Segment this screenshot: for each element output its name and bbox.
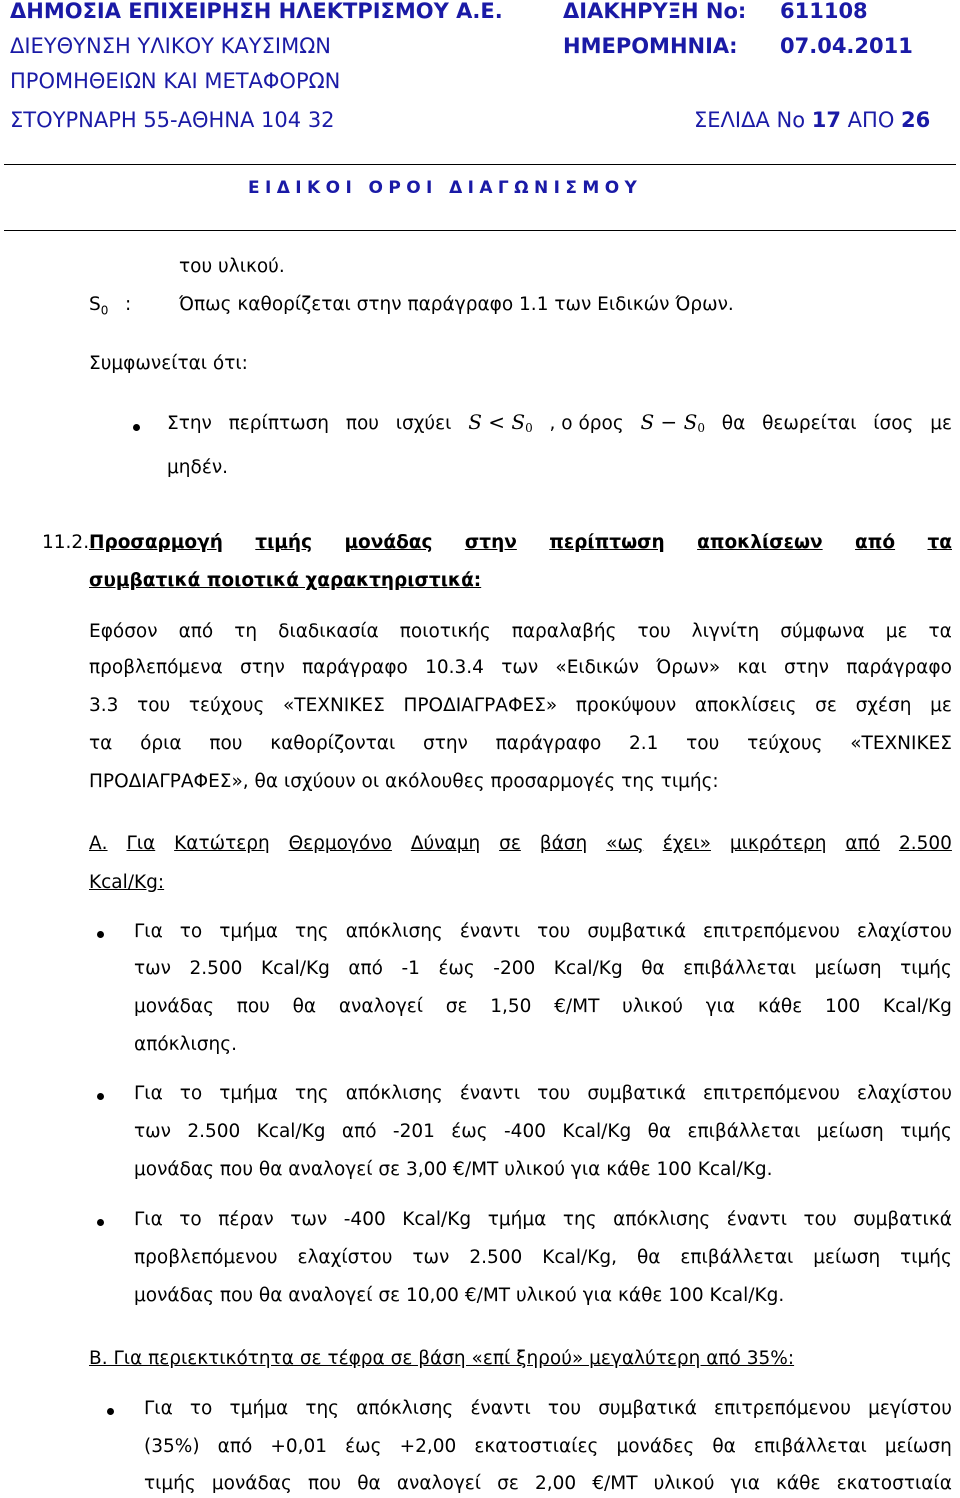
word: μείωση (813, 1247, 881, 1268)
bullet (97, 1093, 104, 1100)
word: επιβάλλεται (683, 958, 797, 979)
word: μεγίστου (868, 1398, 952, 1419)
word: μονάδας (344, 532, 433, 553)
word: διαδικασία (278, 621, 379, 642)
word: 2,00 (534, 1473, 577, 1494)
word: παράγραφο (302, 657, 408, 678)
word: έως (345, 1436, 382, 1457)
word: με (930, 695, 952, 716)
word: S < S (468, 410, 526, 434)
word: υλικού (653, 1473, 715, 1494)
word: Για (134, 1209, 163, 1230)
word: έως (451, 1121, 488, 1142)
word: Εφόσον (89, 621, 158, 642)
word: -1 (401, 958, 420, 979)
word: καθορίζονται (270, 733, 396, 754)
word: τα (89, 733, 113, 754)
word: €/ΜΤ (592, 1473, 638, 1494)
word: για (730, 1473, 760, 1494)
word: αποκλίσεις (694, 695, 797, 716)
word: της (294, 921, 329, 942)
agreed-text: Συμφωνείται ότι: (89, 353, 248, 374)
word: επιβάλλεται (687, 1121, 801, 1142)
word: θα (357, 1473, 381, 1494)
word: ΠΡΟΔΙΑΓΡΑΦΕΣ» (403, 695, 558, 716)
word: στην (422, 733, 468, 754)
bullet (97, 931, 104, 938)
word: για (705, 996, 736, 1017)
word: -400 (504, 1121, 546, 1142)
word: συμβατικά (587, 921, 687, 942)
page-number (694, 107, 930, 133)
tender-number: 611108 (780, 0, 868, 23)
word: στην (464, 532, 517, 553)
word: «ως (606, 833, 644, 854)
word: απόκλισης (356, 1398, 454, 1419)
word: αναλογεί (396, 1473, 482, 1494)
word: τα (927, 532, 952, 553)
word: +2,00 (399, 1436, 457, 1457)
bullet (97, 1219, 104, 1226)
word: παράγραφο (495, 733, 602, 754)
page-label: ΣΕΛΙΔΑ Νο (694, 108, 806, 132)
word: των (134, 958, 171, 979)
word: απόκλισης (613, 1209, 711, 1230)
word: ποιοτικής (399, 621, 491, 642)
word: θα (292, 996, 317, 1017)
word: ελαχίστου (297, 1247, 393, 1268)
word: μονάδες (616, 1436, 695, 1457)
word: μείωση (816, 1121, 884, 1142)
word: του (537, 1083, 571, 1104)
word: το (179, 1209, 202, 1230)
section-title: ΕΙΔΙΚΟΙ ΟΡΟΙ ΔΙΑΓΩΝΙΣΜΟΥ (248, 178, 643, 198)
word: «Ειδικών (555, 657, 639, 678)
word: σε (445, 996, 468, 1017)
bullet-line (134, 1083, 952, 1105)
page-total: 26 (901, 108, 931, 132)
word: που (209, 733, 243, 754)
paragraph-last-line: ΠΡΟΔΙΑΓΡΑΦΕΣ», θα ισχύουν οι ακόλουθες προσαρμογές της τιμής: (89, 771, 719, 792)
word: της (305, 1398, 340, 1419)
subscript: 0 (525, 421, 533, 435)
subsection-a-heading (89, 833, 952, 855)
paragraph-line (89, 733, 952, 755)
word: θα (712, 1436, 736, 1457)
word: τιμής (900, 1247, 952, 1268)
word: +0,01 (270, 1436, 328, 1457)
case-line-2: μηδέν. (167, 457, 229, 478)
word: επιτρεπόμενου (703, 921, 840, 942)
word: Για (126, 833, 156, 854)
bullet (107, 1408, 114, 1415)
s0-symbol: S (89, 294, 101, 315)
subsection-b-heading: Β. Για περιεκτικότητα σε τέφρα σε βάση «επί ξηρού» μεγαλύτερη από 35%: (89, 1348, 795, 1369)
word: συμβατικά (587, 1083, 687, 1104)
word: 10.3.4 (425, 657, 484, 678)
tender-label: ΔΙΑΚΗΡΥΞΗ Νο: (563, 0, 747, 23)
word: το (179, 1083, 203, 1104)
word: Προσαρμογή (89, 532, 223, 553)
word: του (547, 1398, 582, 1419)
word: επιβάλλεται (753, 1436, 867, 1457)
bullet-last-line: μονάδας που θα αναλογεί σε 3,00 €/ΜΤ υλικού για κάθε 100 Kcal/Kg. (134, 1159, 773, 1180)
case-word: με (930, 413, 952, 434)
case-word: θεωρείται (762, 413, 857, 434)
case-word: ίσος (873, 413, 914, 434)
bullet (133, 424, 140, 431)
word: τη (234, 621, 258, 642)
math-s-minus-s0 (640, 411, 705, 439)
word: έχει» (662, 833, 711, 854)
word: εκατοστιαία (836, 1473, 952, 1494)
s0-colon: : (125, 294, 132, 315)
header-rule-bottom (4, 230, 956, 231)
paragraph-line (89, 695, 952, 717)
word: παράγραφο (846, 657, 952, 678)
word: -200 (493, 958, 536, 979)
subsection-a-heading-line-2: Kcal/Kg: (89, 872, 165, 893)
word: S − S (640, 410, 698, 434)
word: «ΤΕΧΝΙΚΕΣ (850, 733, 952, 754)
word: στην (784, 657, 829, 678)
bullet-line (144, 1436, 952, 1458)
word: Kcal/Kg (402, 1209, 472, 1230)
word: Θερμογόνο (288, 833, 392, 854)
word: συμβατικά (853, 1209, 952, 1230)
word: από (217, 1436, 253, 1457)
section-number: 11.2. (42, 532, 90, 553)
bullet-line (134, 996, 952, 1018)
bullet-last-line: απόκλισης. (134, 1034, 237, 1055)
word: της (294, 1083, 329, 1104)
s0-term (89, 294, 108, 322)
department: ΔΙΕΥΘΥΝΣΗ ΥΛΙΚΟΥ ΚΑΥΣΙΜΩΝ (10, 34, 331, 58)
word: επιτρεπόμενου (714, 1398, 851, 1419)
case-line (167, 411, 952, 439)
word: ελαχίστου (856, 921, 952, 942)
word: σχέση (855, 695, 912, 716)
word: το (179, 921, 203, 942)
word: υλικού (622, 996, 683, 1017)
s0-definition: Όπως καθορίζεται στην παράγραφο 1.1 των Ειδικών Όρων. (179, 294, 734, 315)
word: «ΤΕΧΝΙΚΕΣ (282, 695, 385, 716)
word: Kcal/Kg (256, 1121, 326, 1142)
word: τμήμα (487, 1209, 547, 1230)
paragraph-line (89, 657, 952, 679)
word: Α. (89, 833, 108, 854)
word: το (189, 1398, 213, 1419)
paragraph-line (89, 621, 952, 643)
word: προβλεπόμενου (134, 1247, 278, 1268)
word: με (885, 621, 908, 642)
word: Kcal/Kg (562, 1121, 632, 1142)
word: παραλαβής (511, 621, 617, 642)
bullet-line (134, 921, 952, 943)
word: επιβάλλεται (680, 1247, 794, 1268)
word: σύμφωνα (780, 621, 865, 642)
word: των (412, 1247, 450, 1268)
case-mid: , ο όρος (549, 413, 624, 434)
word: τιμής (255, 532, 313, 553)
word: 1,50 (490, 996, 532, 1017)
case-word: που (345, 413, 379, 434)
word: εκατοστιαίες (474, 1436, 599, 1457)
word: Kcal/Kg (260, 958, 330, 979)
subdepartment: ΠΡΟΜΗΘΕΙΩΝ ΚΑΙ ΜΕΤΑΦΟΡΩΝ (10, 69, 341, 93)
word: τιμής (144, 1473, 196, 1494)
word: έως (438, 958, 475, 979)
bullet-last-line: μονάδας που θα αναλογεί σε 10,00 €/ΜΤ υλικού για κάθε 100 Kcal/Kg. (134, 1285, 785, 1306)
word: έναντι (459, 1083, 521, 1104)
word: αποκλίσεων (697, 532, 823, 553)
continued-text: του υλικού. (179, 256, 285, 277)
word: των (501, 657, 539, 678)
word: μονάδας (211, 1473, 292, 1494)
word: 3.3 (89, 695, 119, 716)
word: (35%) (144, 1436, 200, 1457)
address: ΣΤΟΥΡΝΑΡΗ 55-ΑΘΗΝΑ 104 32 (10, 108, 335, 132)
word: €/ΜΤ (554, 996, 600, 1017)
word: Kcal/Kg (882, 996, 952, 1017)
word: λιγνίτη (691, 621, 760, 642)
word: από (845, 833, 881, 854)
word: Δύναμη (410, 833, 481, 854)
subscript: 0 (697, 421, 705, 435)
word: μείωση (814, 958, 882, 979)
word: μονάδας (134, 996, 214, 1017)
word: πέραν (218, 1209, 274, 1230)
word: του (803, 1209, 837, 1230)
word: επιτρεπόμενου (703, 1083, 840, 1104)
word: θα (641, 958, 665, 979)
word: από (178, 621, 214, 642)
bullet-line (134, 1209, 952, 1231)
word: από (855, 532, 896, 553)
word: τμήμα (219, 1083, 278, 1104)
word: όρια (140, 733, 182, 754)
word: σε (815, 695, 837, 716)
word: Kcal/Kg (553, 958, 623, 979)
word: τιμής (900, 1121, 952, 1142)
word: βάση (539, 833, 588, 854)
word: των (134, 1121, 171, 1142)
word: τμήμα (229, 1398, 289, 1419)
word: θα (636, 1247, 661, 1268)
word: που (307, 1473, 342, 1494)
word: Για (134, 1083, 163, 1104)
word: 2.500 (187, 1121, 241, 1142)
word: έναντι (726, 1209, 787, 1230)
date-value: 07.04.2011 (780, 34, 913, 58)
word: από (341, 1121, 377, 1142)
word: σε (497, 1473, 519, 1494)
s0-subscript: 0 (100, 303, 109, 318)
bullet-line (134, 1247, 952, 1269)
case-word: ισχύει (395, 413, 452, 434)
word: τεύχους (188, 695, 265, 716)
word: -201 (392, 1121, 435, 1142)
header-rule-top (4, 164, 956, 165)
word: του (637, 621, 671, 642)
word: τεύχους (747, 733, 823, 754)
word: ελαχίστου (856, 1083, 952, 1104)
date-label: ΗΜΕΡΟΜΗΝΙΑ: (563, 34, 738, 58)
section-heading (89, 532, 952, 554)
word: της (562, 1209, 597, 1230)
word: των (290, 1209, 328, 1230)
page-current: 17 (811, 108, 841, 132)
bullet-line (144, 1398, 952, 1420)
word: μικρότερη (729, 833, 827, 854)
word: 2.1 (629, 733, 659, 754)
word: στην (239, 657, 285, 678)
word: του (137, 695, 171, 716)
word: από (348, 958, 383, 979)
word: 2.500 (898, 833, 952, 854)
word: Για (134, 921, 163, 942)
section-heading-line-2: συμβατικά ποιοτικά χαρακτηριστικά: (89, 570, 482, 591)
word: τιμής (900, 958, 952, 979)
word: προκύψουν (575, 695, 677, 716)
case-word: περίπτωση (228, 413, 330, 434)
bullet-line (144, 1473, 952, 1495)
word: προβλεπόμενα (89, 657, 223, 678)
case-word: Στην (167, 413, 212, 434)
word: κάθε (776, 1473, 821, 1494)
word: μείωση (884, 1436, 952, 1457)
word: συμβατικά (598, 1398, 697, 1419)
word: απόκλισης (345, 921, 443, 942)
word: θα (647, 1121, 672, 1142)
math-s-less-s0 (468, 411, 533, 439)
word: απόκλισης (345, 1083, 443, 1104)
word: και (737, 657, 767, 678)
word: σε (499, 833, 521, 854)
word: κάθε (757, 996, 803, 1017)
case-word: θα (721, 413, 746, 434)
word: του (686, 733, 720, 754)
word: Όρων» (656, 657, 721, 678)
word: αναλογεί (338, 996, 424, 1017)
word: Κατώτερη (174, 833, 270, 854)
company-name: ΔΗΜΟΣΙΑ ΕΠΙΧΕΙΡΗΣΗ ΗΛΕΚΤΡΙΣΜΟΥ Α.Ε. (10, 0, 503, 23)
word: περίπτωση (549, 532, 665, 553)
word: έναντι (470, 1398, 531, 1419)
word: 2.500 (189, 958, 243, 979)
word: -400 (343, 1209, 386, 1230)
bullet-line (134, 958, 952, 980)
word: Για (144, 1398, 173, 1419)
word: τα (928, 621, 952, 642)
bullet-line (134, 1121, 952, 1143)
word: Kcal/Kg, (542, 1247, 617, 1268)
word: 100 (824, 996, 861, 1017)
word: που (236, 996, 270, 1017)
word: τμήμα (219, 921, 278, 942)
word: 2.500 (469, 1247, 523, 1268)
word: του (537, 921, 571, 942)
page-of: ΑΠΟ (847, 108, 895, 132)
word: έναντι (459, 921, 521, 942)
